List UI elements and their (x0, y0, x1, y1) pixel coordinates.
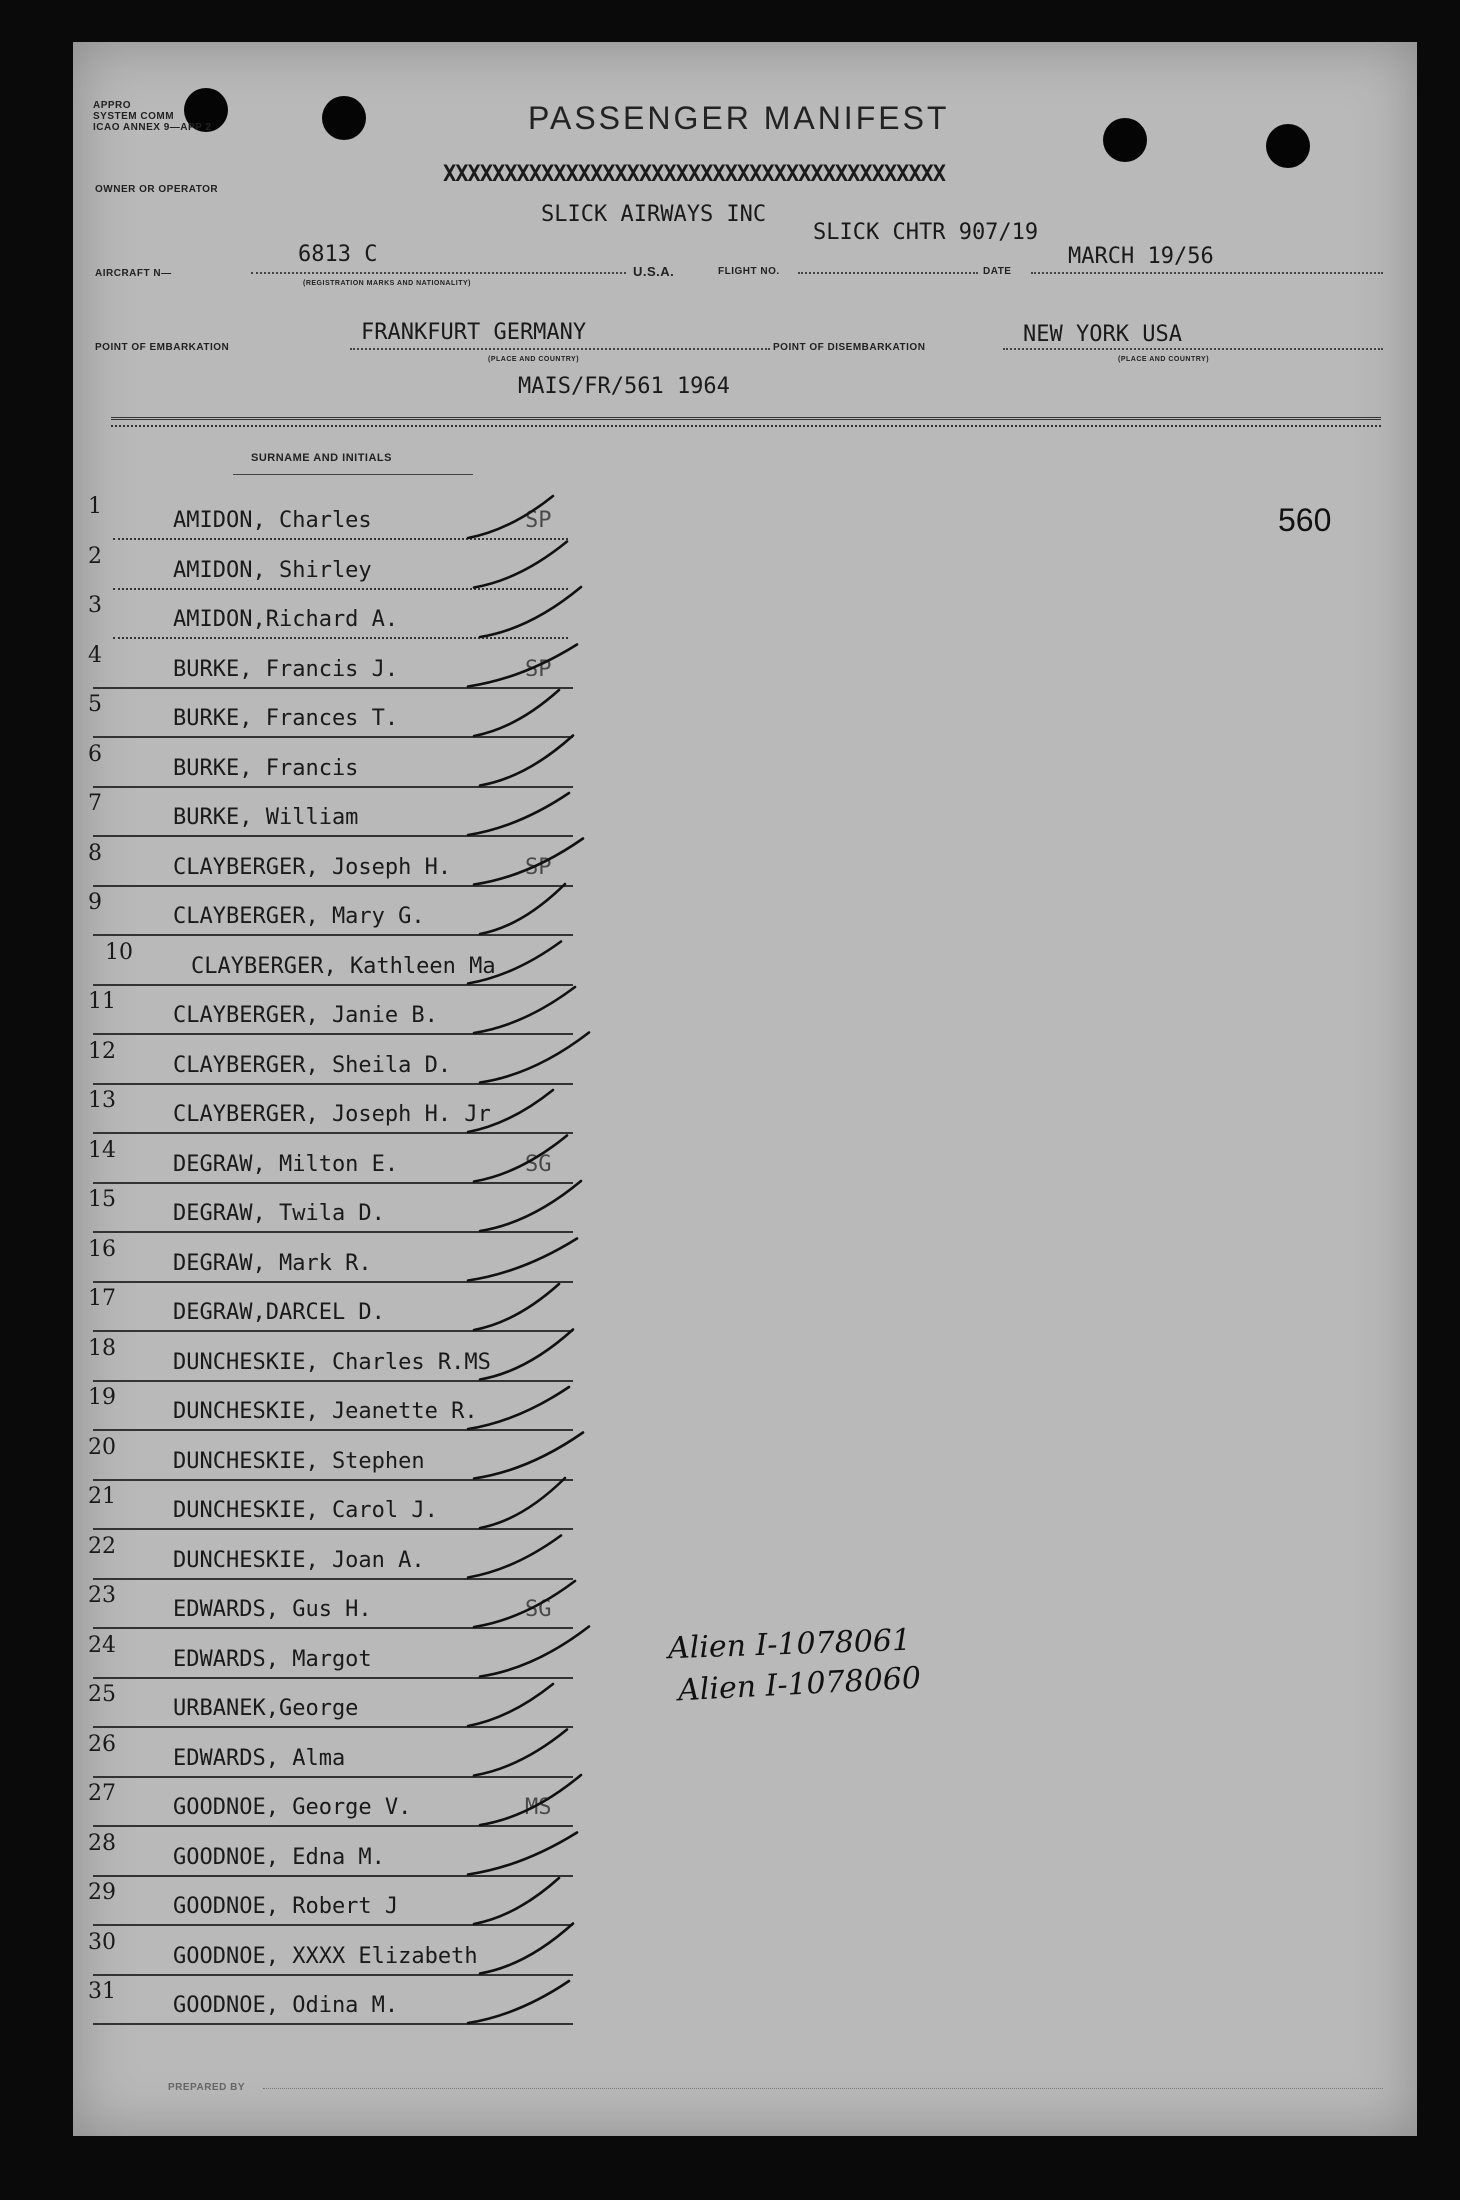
passenger-number: 1 (88, 494, 102, 519)
tick-mark (474, 1581, 575, 1627)
passenger-number: 24 (88, 1632, 116, 1658)
tick-mark (474, 1878, 559, 1924)
passenger-code: SP (525, 854, 552, 880)
page-title: PASSENGER MANIFEST (528, 100, 950, 136)
passenger-number: 11 (88, 989, 116, 1014)
passenger-name: CLAYBERGER, Kathleen Ma (191, 953, 496, 979)
passenger-name: DEGRAW,DARCEL D. (173, 1300, 385, 1325)
passenger-name: CLAYBERGER, Sheila D. (173, 1052, 452, 1078)
passenger-name: BURKE, Frances T. (173, 706, 399, 731)
tick-mark (468, 645, 577, 687)
passenger-name: DUNCHESKIE, Charles R.MS (173, 1349, 491, 1375)
embarkation-label: POINT OF EMBARKATION (95, 342, 230, 353)
alien-note-2: Alien I-1078060 (677, 1660, 922, 1709)
usa-label: U.S.A. (633, 264, 675, 279)
tick-mark (474, 987, 575, 1033)
passenger-name: DUNCHESKIE, Stephen (173, 1448, 425, 1474)
prepared-by-line (263, 2088, 1383, 2089)
tick-mark (474, 839, 583, 885)
passenger-name: BURKE, Francis (173, 755, 359, 781)
passenger-number: 21 (88, 1484, 116, 1509)
passenger-name: DEGRAW, Twila D. (173, 1201, 385, 1226)
passenger-name: BURKE, Francis J. (173, 656, 399, 682)
passenger-number: 7 (88, 791, 102, 816)
disembarkation-caption: (PLACE AND COUNTRY) (1118, 356, 1210, 363)
passenger-name: EDWARDS, Alma (173, 1745, 346, 1771)
manifest-sheet (73, 42, 1417, 2136)
passenger-name: DUNCHESKIE, Jeanette R. (173, 1399, 478, 1424)
tick-marks (73, 42, 1417, 2136)
passenger-name: CLAYBERGER, Mary G. (173, 904, 425, 929)
tick-mark (468, 1090, 553, 1132)
passenger-name: EDWARDS, Margot (173, 1646, 372, 1672)
passenger-name: DUNCHESKIE, Joan A. (173, 1547, 425, 1573)
tick-mark (468, 1536, 561, 1578)
passenger-code: MS (525, 1795, 552, 1820)
passenger-number: 19 (88, 1385, 116, 1410)
flight-label: FLIGHT NO. (718, 266, 780, 277)
passenger-name: BURKE, William (173, 805, 359, 830)
passenger-number: 31 (88, 1979, 116, 2004)
passenger-number: 14 (88, 1137, 116, 1163)
passenger-number: 25 (88, 1682, 116, 1707)
passenger-number: 30 (88, 1929, 116, 1955)
passenger-number: 18 (88, 1335, 116, 1361)
aircraft-label: AIRCRAFT N— (95, 268, 172, 279)
tick-mark (468, 1981, 569, 2023)
tick-mark (474, 1136, 567, 1182)
disembarkation-value: NEW YORK USA (1023, 322, 1182, 347)
passenger-name: GOODNOE, Edna M. (173, 1844, 385, 1870)
passenger-number: 29 (88, 1880, 116, 1905)
owner-strikethrough: XXXXXXXXXXXXXXXXXXXXXXXXXXXXXXXXXXXXXXXXX (443, 162, 946, 187)
passenger-name: AMIDON, Charles (173, 508, 372, 533)
tick-mark (468, 1833, 577, 1875)
tick-mark (474, 542, 567, 588)
passenger-code: SP (525, 656, 552, 682)
tick-mark (474, 1730, 567, 1776)
passenger-name: CLAYBERGER, Joseph H. (173, 854, 452, 880)
tick-mark (468, 1387, 569, 1429)
passenger-number: 17 (88, 1286, 116, 1311)
passenger-name: DUNCHESKIE, Carol J. (173, 1498, 438, 1523)
passenger-name: AMIDON, Shirley (173, 557, 372, 583)
embarkation-value: FRANKFURT GERMANY (361, 320, 587, 345)
passenger-name: AMIDON,Richard A. (173, 607, 399, 632)
prepared-by-label: PREPARED BY (168, 2082, 245, 2093)
tick-mark (480, 1775, 581, 1825)
passenger-number: 5 (88, 692, 102, 717)
passenger-number: 26 (88, 1731, 116, 1757)
reference-number: MAIS/FR/561 1964 (518, 374, 730, 399)
passenger-number: 15 (88, 1187, 116, 1212)
alien-note-1: Alien I-1078061 (667, 1622, 912, 1667)
tick-mark (480, 1181, 581, 1231)
passenger-number: 6 (88, 741, 102, 767)
registration-caption: (REGISTRATION MARKS AND NATIONALITY) (303, 280, 471, 287)
passenger-number: 4 (88, 642, 102, 668)
tick-mark (468, 496, 553, 538)
tick-mark (480, 1478, 565, 1528)
tick-mark (468, 942, 561, 984)
approval-block: APPRO SYSTEM COMM ICAO ANNEX 9—APP 2 (93, 100, 212, 133)
passenger-number: 12 (88, 1038, 116, 1064)
passenger-number: 8 (88, 840, 102, 866)
passenger-name: URBANEK,George (173, 1696, 359, 1721)
page-number: 560 (1278, 502, 1332, 538)
passenger-number: 23 (88, 1583, 116, 1608)
owner-operator-label: OWNER OR OPERATOR (95, 184, 219, 195)
tick-mark (468, 1239, 577, 1281)
tick-mark (480, 1924, 573, 1974)
passenger-name: CLAYBERGER, Joseph H. Jr (173, 1102, 491, 1127)
tick-mark (480, 736, 573, 786)
passenger-number: 3 (88, 593, 102, 618)
passenger-name: DEGRAW, Mark R. (173, 1250, 372, 1276)
tick-mark (480, 1330, 573, 1380)
tick-mark (474, 1433, 583, 1479)
passenger-code: SP (525, 508, 552, 533)
passenger-number: 9 (88, 890, 102, 915)
passenger-name: GOODNOE, Odina M. (173, 1993, 399, 2018)
passenger-number: 28 (88, 1830, 116, 1856)
passenger-name: DEGRAW, Milton E. (173, 1151, 399, 1177)
passenger-number: 13 (88, 1088, 116, 1113)
tick-mark (468, 1684, 553, 1726)
date-label: DATE (983, 266, 1012, 277)
passenger-code: SG (525, 1151, 552, 1177)
tick-mark (480, 884, 565, 934)
date-value: MARCH 19/56 (1068, 244, 1214, 269)
passenger-name: GOODNOE, Robert J (173, 1894, 399, 1919)
passenger-number: 20 (88, 1434, 116, 1460)
passenger-name: GOODNOE, George V. (173, 1795, 412, 1820)
tick-mark (474, 690, 559, 736)
owner-operator: SLICK AIRWAYS INC (541, 202, 767, 227)
embarkation-caption: (PLACE AND COUNTRY) (488, 356, 580, 363)
tick-mark (474, 1284, 559, 1330)
disembarkation-label: POINT OF DISEMBARKATION (773, 342, 926, 353)
aircraft-number: 6813 C (298, 242, 378, 267)
passenger-number: 2 (88, 543, 102, 569)
passenger-code: SG (525, 1597, 552, 1622)
tick-mark (480, 1627, 589, 1677)
passenger-name: GOODNOE, XXXX Elizabeth (173, 1943, 478, 1969)
passenger-number: 16 (88, 1236, 116, 1262)
flight-note: SLICK CHTR 907/19 (813, 220, 1039, 245)
passenger-number: 22 (88, 1533, 116, 1559)
passenger-name: EDWARDS, Gus H. (173, 1597, 372, 1622)
passenger-number: 10 (105, 939, 133, 965)
tick-mark (480, 1033, 589, 1083)
tick-mark (480, 587, 581, 637)
passenger-name: CLAYBERGER, Janie B. (173, 1003, 438, 1028)
surname-column-header: SURNAME AND INITIALS (251, 452, 392, 464)
tick-mark (468, 793, 569, 835)
passenger-number: 27 (88, 1781, 116, 1806)
